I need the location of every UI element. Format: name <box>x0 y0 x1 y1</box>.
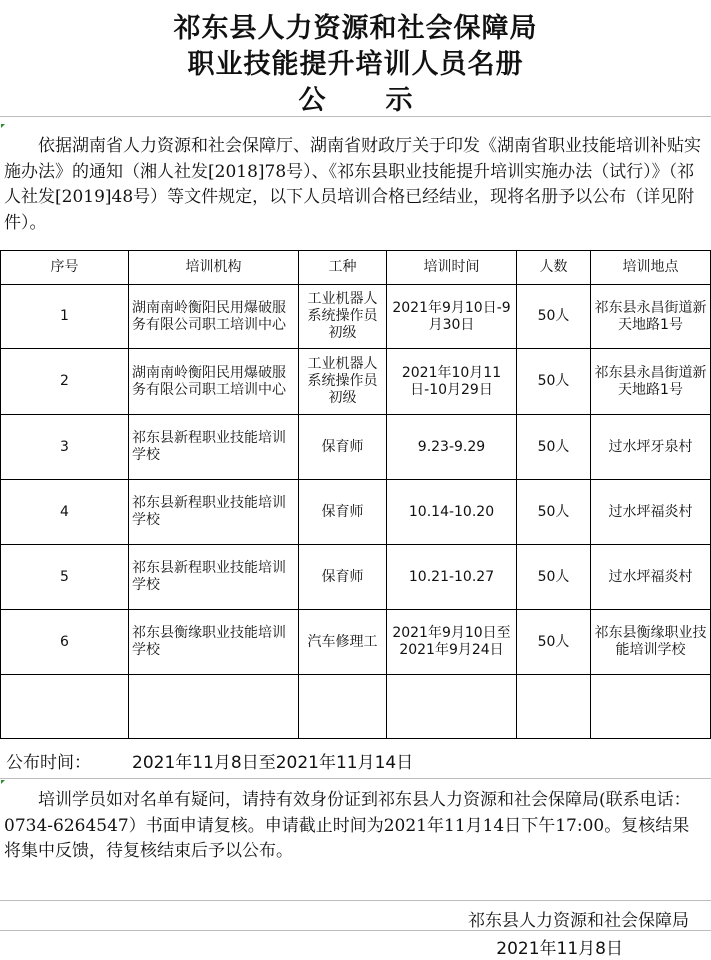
training-period: 2021年9月10日至2021年9月24日 <box>387 610 517 675</box>
training-location: 过水坪福炎村 <box>591 545 711 610</box>
training-org: 祁东县新程职业技能培训学校 <box>129 545 299 610</box>
job-type: 保育师 <box>299 545 387 610</box>
table-row <box>1 480 711 545</box>
publish-label: 公布时间： <box>6 753 91 773</box>
row-index: 2 <box>1 349 129 415</box>
header-cell: 培训地点 <box>591 251 711 285</box>
signature-date: 2021年11月8日 <box>496 939 623 959</box>
signature-org: 祁东县人力资源和社会保障局 <box>468 911 689 931</box>
training-period: 10.21-10.27 <box>387 545 517 610</box>
training-location: 过水坪牙泉村 <box>591 415 711 480</box>
table-row <box>1 349 711 415</box>
divider <box>0 900 711 901</box>
notice-paragraph: 培训学员如对名单有疑问，请持有效身份证到祁东县人力资源和社会保障局(联系电话：0734-6264547）书面申请复核。申请截止时间为2021年11月14日下午17:00。复核结果将集中反馈，待复核结束后予以公布。 <box>4 790 691 861</box>
header-cell: 工种 <box>299 251 387 285</box>
training-org: 祁东县新程职业技能培训学校 <box>129 415 299 480</box>
job-type: 工业机器人系统操作员初级 <box>299 349 387 415</box>
headcount: 50人 <box>517 415 591 480</box>
empty-table-row <box>1 675 711 739</box>
training-period: 2021年9月10日-9月30日 <box>387 285 517 349</box>
header-cell: 人数 <box>517 251 591 285</box>
job-type: 汽车修理工 <box>299 610 387 675</box>
training-org: 湖南南岭衡阳民用爆破服务有限公司职工培训中心 <box>129 285 299 349</box>
title-line-2: 职业技能提升培训人员名册 <box>187 49 524 80</box>
training-org: 祁东县衡缘职业技能培训学校 <box>129 610 299 675</box>
training-org: 湖南南岭衡阳民用爆破服务有限公司职工培训中心 <box>129 349 299 415</box>
row-index: 5 <box>1 545 129 610</box>
publish-period: 2021年11月8日至2021年11月14日 <box>132 753 414 773</box>
table-row <box>1 415 711 480</box>
table-row <box>1 285 711 349</box>
row-index: 6 <box>1 610 129 675</box>
trainee-table <box>0 250 711 739</box>
row-index: 3 <box>1 415 129 480</box>
header-cell: 序号 <box>1 251 129 285</box>
cell-marker <box>1 124 5 128</box>
headcount: 50人 <box>517 480 591 545</box>
training-location: 祁东县永昌街道新天地路1号 <box>591 285 711 349</box>
header-cell: 培训机构 <box>129 251 299 285</box>
training-location: 过水坪福炎村 <box>591 480 711 545</box>
job-type: 工业机器人系统操作员初级 <box>299 285 387 349</box>
title-block <box>0 0 711 117</box>
job-type: 保育师 <box>299 480 387 545</box>
headcount: 50人 <box>517 285 591 349</box>
training-period: 9.23-9.29 <box>387 415 517 480</box>
training-location: 祁东县衡缘职业技能培训学校 <box>591 610 711 675</box>
divider <box>0 930 711 931</box>
table-row <box>1 545 711 610</box>
headcount: 50人 <box>517 545 591 610</box>
header-cell: 培训时间 <box>387 251 517 285</box>
publish-period-row <box>0 740 711 779</box>
title-line-3: 公示 <box>298 85 473 116</box>
training-location: 祁东县永昌街道新天地路1号 <box>591 349 711 415</box>
title-line-1: 祁东县人力资源和社会保障局 <box>173 13 538 44</box>
intro-paragraph: 依据湖南省人力资源和社会保障厅、湖南省财政厅关于印发《湖南省职业技能培训补贴实施办法》的通知（湘人社发[2018]78号）、《祁东县职业技能提升培训实施办法（试行）》（祁人社发[2019]48号）等文件规定，以下人员培训合格已经结业，现将名册予以公布（详见附件）。 <box>4 136 701 233</box>
row-index: 4 <box>1 480 129 545</box>
table-header-row <box>1 251 711 285</box>
headcount: 50人 <box>517 349 591 415</box>
row-index: 1 <box>1 285 129 349</box>
headcount: 50人 <box>517 610 591 675</box>
training-period: 10.14-10.20 <box>387 480 517 545</box>
training-org: 祁东县新程职业技能培训学校 <box>129 480 299 545</box>
job-type: 保育师 <box>299 415 387 480</box>
table-row <box>1 610 711 675</box>
training-period: 2021年10月11日-10月29日 <box>387 349 517 415</box>
cell-marker <box>1 780 5 784</box>
